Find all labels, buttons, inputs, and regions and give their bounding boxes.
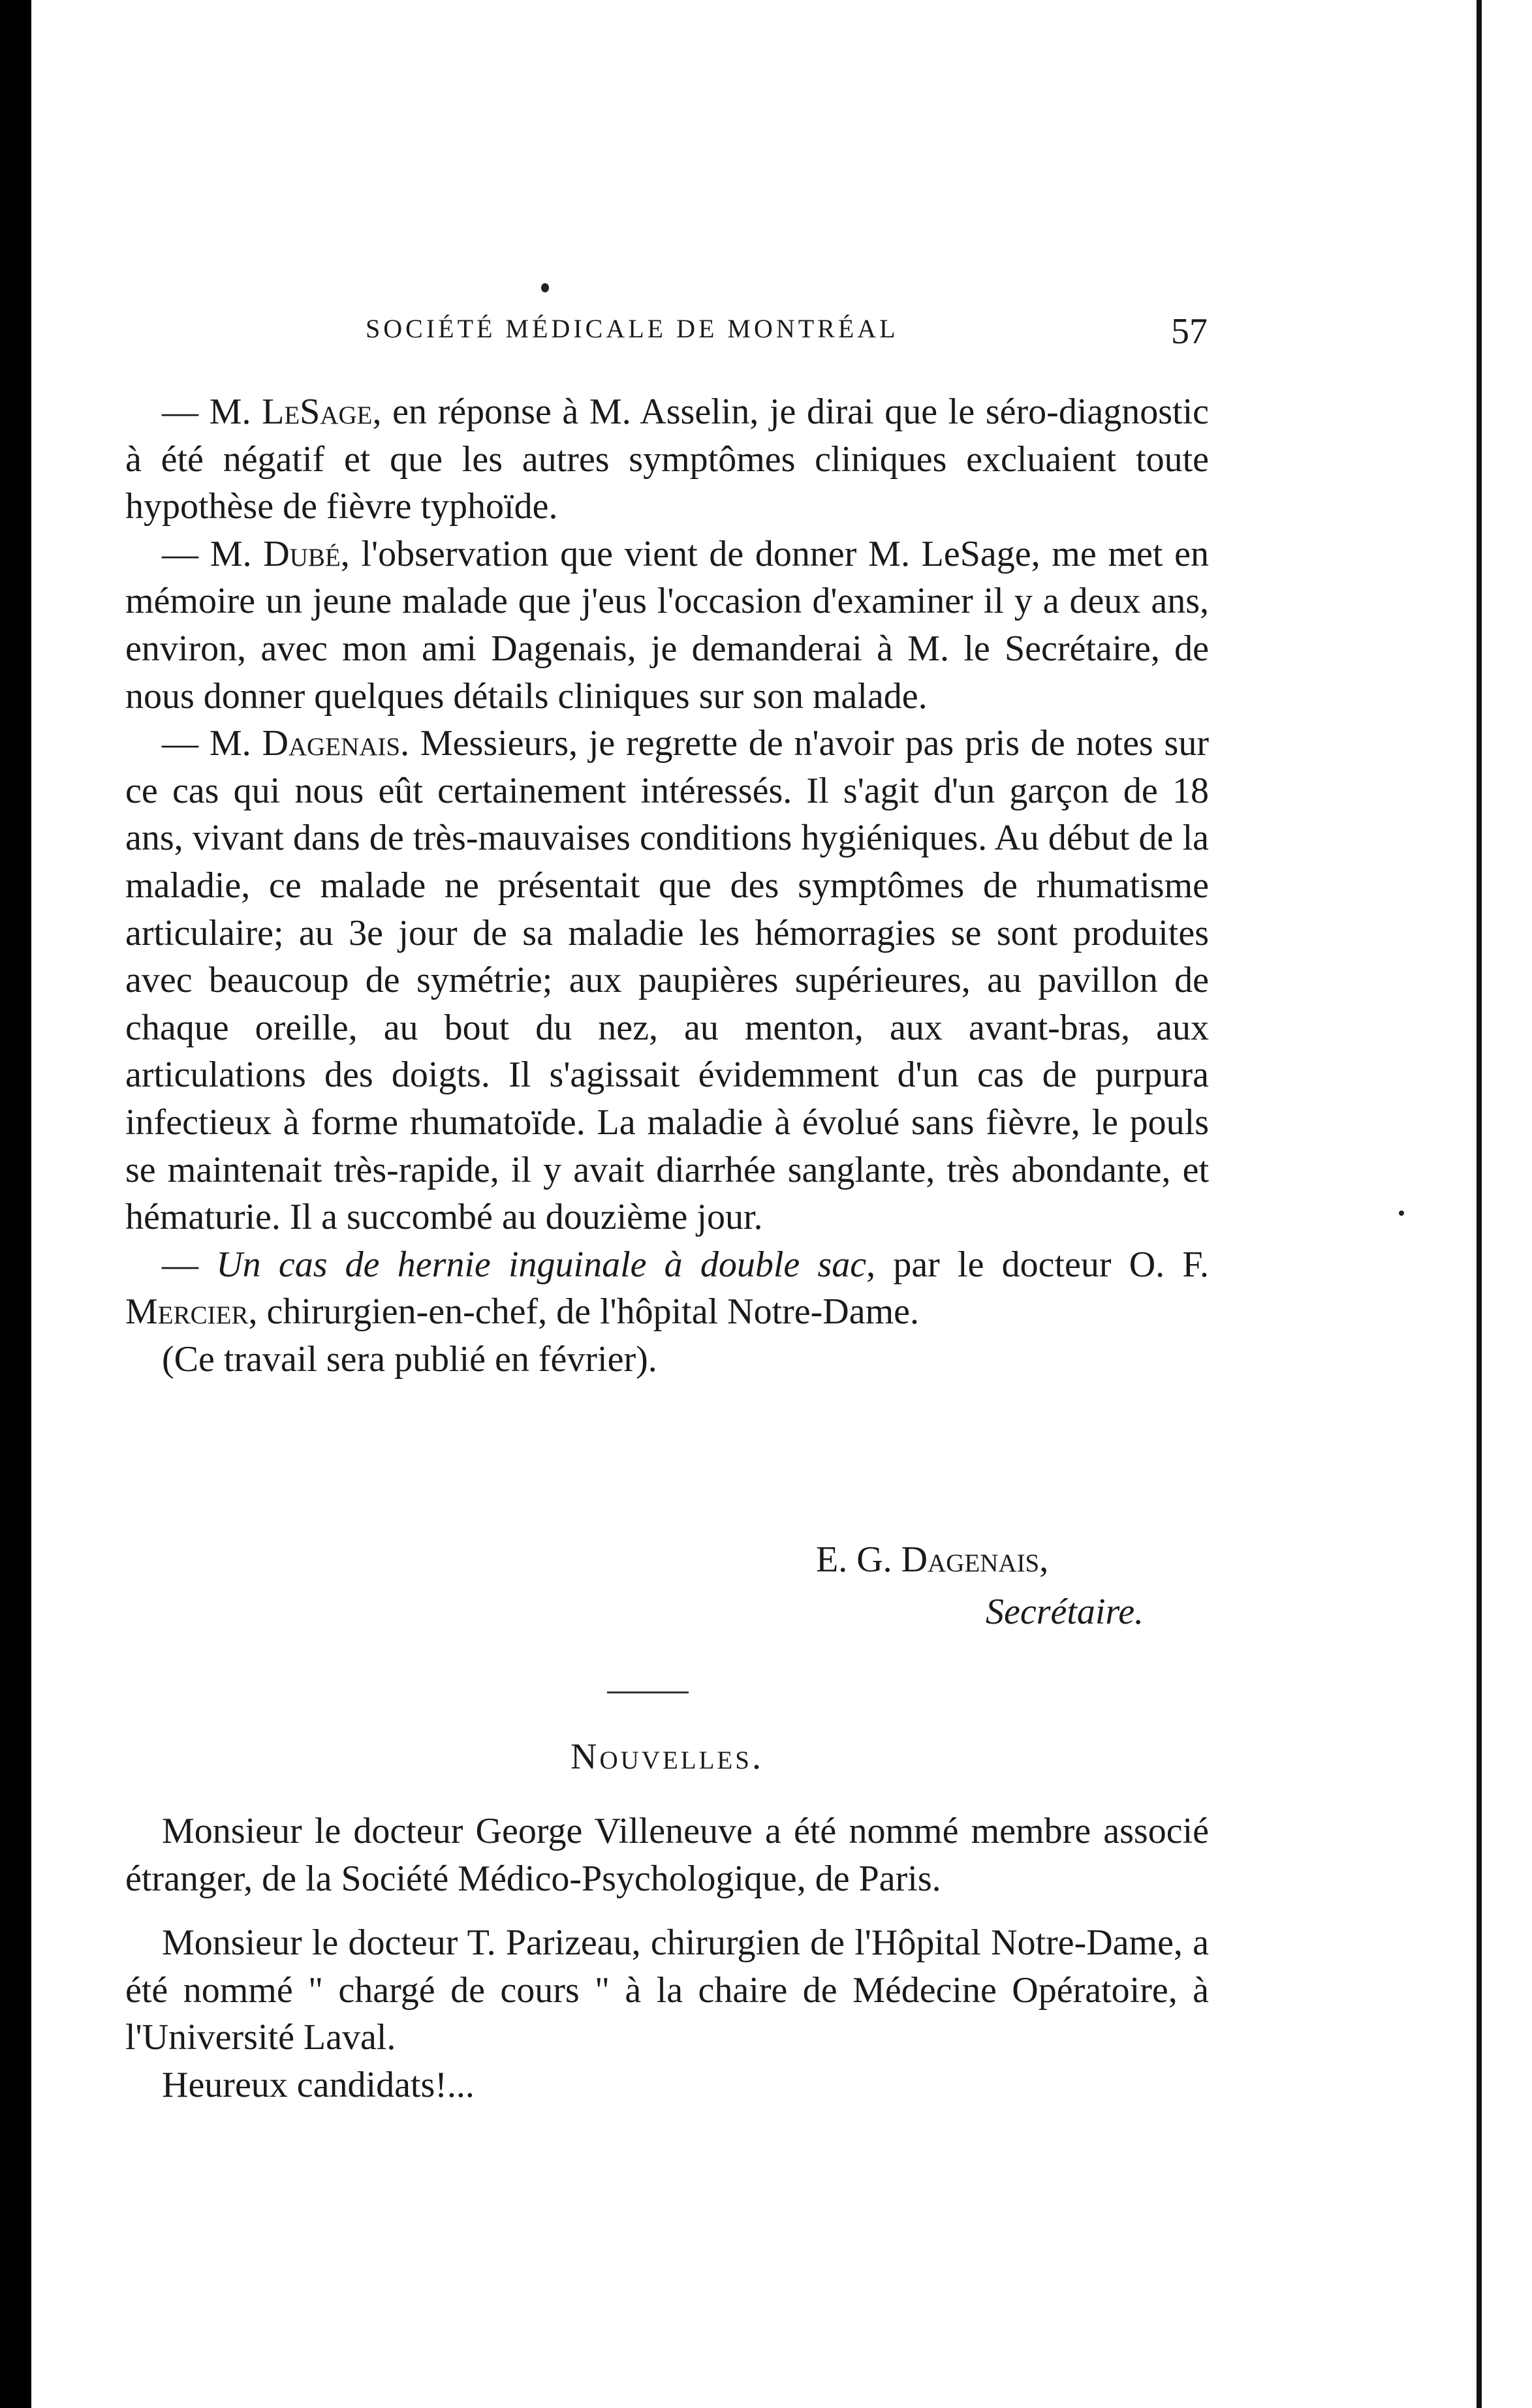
page-number: 57 [1171, 311, 1208, 352]
proceedings-text [125, 388, 1209, 1383]
ink-speck [1399, 1211, 1404, 1216]
news-section [125, 1808, 1209, 2126]
paragraph-dagenais [125, 720, 1209, 1241]
signature-block [816, 1534, 1208, 1638]
paragraph-lesage [125, 388, 1209, 531]
speaker-name: LeSage [262, 392, 373, 432]
paragraph-text: , chirurgien-en-chef, de l'hôpital Notre-Dame. [248, 1291, 919, 1333]
ink-speck [541, 283, 549, 292]
news-item: Monsieur le docteur George Villeneuve a été nommé membre associé étranger, de la Société Médico-Psychologique, de Paris. [125, 1811, 1209, 1899]
speaker-name: Dubé [263, 533, 341, 574]
news-item: Heureux candidats!... [162, 2064, 475, 2105]
paragraph-text: , l'observation que vient de donner M. LeSage, me met en mémoire un jeune malade que j'eus l'occasion d'examiner il y a deux ans, environ, avec mon ami Dagenais, je demanderai à M. le Secrétaire, de nous donner quelques détails cliniques sur son malade. [125, 533, 1210, 717]
paragraph-hernie [125, 1241, 1209, 1336]
news-item: Monsieur le docteur T. Parizeau, chirurgien de l'Hôpital Notre-Dame, a été nommé " chargé de cours " à la chaire de Médecine Opératoire, à l'Université Laval. [125, 1922, 1209, 2058]
paragraph-dube [125, 531, 1209, 720]
running-header: SOCIÉTÉ MÉDICALE DE MONTRÉAL [366, 314, 899, 343]
paragraph-text: (Ce travail sera publié en février). [162, 1338, 657, 1380]
dash-lead: — M. [162, 392, 262, 432]
signature-role: Secrétaire. [986, 1592, 1144, 1632]
scan-edge-right [1477, 0, 1482, 2408]
signature-name: E. G. Dagenais, [816, 1539, 1049, 1580]
paragraph-text: , par le docteur O. F. [866, 1244, 1210, 1285]
dash-lead: — M. [162, 533, 264, 574]
paper-title: Un cas de hernie inguinale à double sac [216, 1244, 867, 1285]
dash-lead: — [162, 1244, 217, 1285]
author-name: Mercier [125, 1291, 249, 1333]
scan-edge-left [0, 0, 31, 2408]
paragraph-note [125, 1336, 1209, 1383]
news-heading: Nouvelles. [571, 1737, 764, 1777]
paragraph-text: , en réponse à M. Asselin, je dirai que le séro-diagnostic à été négatif et que les autres symptômes cliniques excluaient toute hypothèse de fièvre typhoïde. [125, 392, 1209, 527]
paragraph-text: . Messieurs, je regrette de n'avoir pas pris de notes sur ce cas qui nous eût certainement intéressés. Il s'agit d'un garçon de 18 ans, vivant dans de très-mauvaises conditions hygiéniques. Au début de la maladie, ce malade ne présentait que des symptômes de rhumatisme articulaire; au 3e jour de sa maladie les hémorragies se sont produites avec beaucoup de symétrie; aux paupières supérieures, au pavillon de chaque oreille, au bout du nez, au menton, aux avant-bras, aux articulations des doigts. Il s'agissait évidemment d'un cas de purpura infectieux à forme rhumatoïde. La maladie à évolué sans fièvre, le pouls se maintenait très-rapide, il y avait diarrhée sanglante, très abondante, et hématurie. Il a succombé au douzième jour. [125, 723, 1209, 1238]
section-divider [607, 1691, 689, 1693]
speaker-name: Dagenais [262, 723, 401, 764]
dash-lead: — M. [162, 723, 262, 764]
